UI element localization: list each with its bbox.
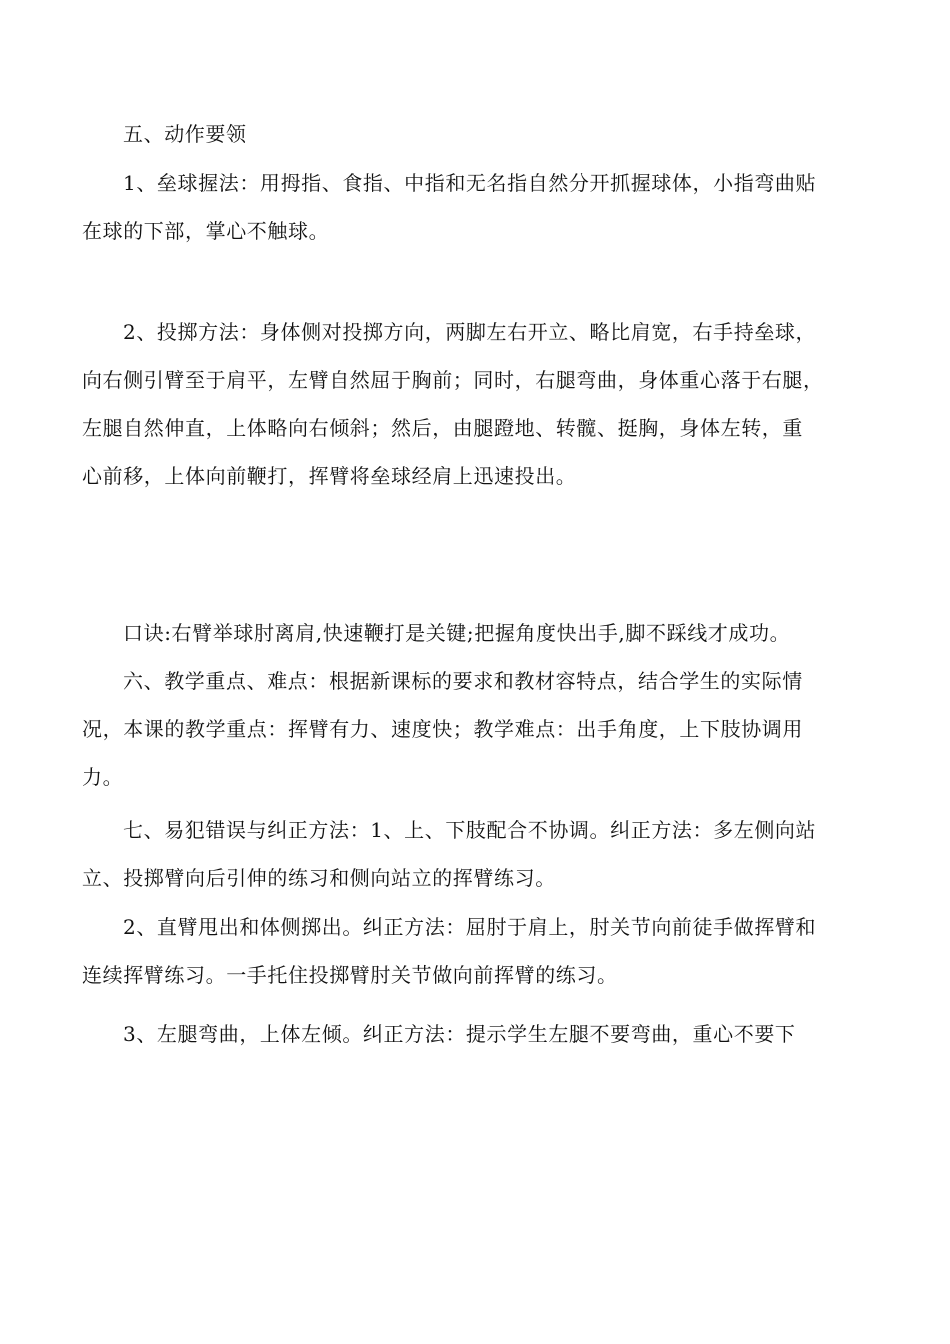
paragraph-mnemonic bbox=[82, 609, 882, 657]
text-line: 心前移，上体向前鞭打，挥臂将垒球经肩上迅速投出。 bbox=[82, 464, 577, 488]
text-line: 六、教学重点、难点：根据新课标的要求和教材容特点，结合学生的实际情 bbox=[123, 669, 803, 693]
text-line: 左腿自然伸直，上体略向右倾斜；然后，由腿蹬地、转髋、挺胸，身体左转，重 bbox=[82, 416, 803, 440]
text-line: 1、垒球握法：用拇指、食指、中指和无名指自然分开抓握球体，小指弯曲贴 bbox=[123, 171, 817, 195]
section-heading-action-essentials bbox=[82, 110, 882, 158]
text-line: 口诀:右臂举球肘离肩,快速鞭打是关键;把握角度快出手,脚不踩线才成功。 bbox=[123, 621, 791, 645]
text-line: 七、易犯错误与纠正方法：1、上、下肢配合不协调。纠正方法：多左侧向站 bbox=[123, 818, 817, 842]
paragraph-teaching-key-points bbox=[82, 657, 882, 801]
paragraph-common-errors-1 bbox=[82, 806, 882, 902]
text-line: 立、投掷臂向后引伸的练习和侧向站立的挥臂练习。 bbox=[82, 866, 556, 890]
text-line: 连续挥臂练习。一手托住投掷臂肘关节做向前挥臂的练习。 bbox=[82, 963, 618, 987]
paragraph-common-errors-2 bbox=[82, 903, 882, 999]
text-line: 况，本课的教学重点：挥臂有力、速度快；教学难点：出手角度，上下肢协调用 bbox=[82, 717, 803, 741]
paragraph-throwing-method bbox=[82, 308, 882, 500]
text-line: 3、左腿弯曲，上体左倾。纠正方法：提示学生左腿不要弯曲，重心不要下 bbox=[123, 1022, 796, 1046]
paragraph-softball-grip bbox=[82, 159, 882, 255]
text-line: 五、动作要领 bbox=[123, 122, 247, 146]
text-line: 2、投掷方法：身体侧对投掷方向，两脚左右开立、略比肩宽，右手持垒球， bbox=[123, 320, 817, 344]
paragraph-common-errors-3 bbox=[82, 1010, 882, 1058]
text-line: 向右侧引臂至于肩平，左臂自然屈于胸前；同时，右腿弯曲，身体重心落于右腿， bbox=[82, 368, 824, 392]
text-line: 在球的下部，掌心不触球。 bbox=[82, 219, 330, 243]
text-line: 力。 bbox=[82, 765, 124, 789]
text-line: 2、直臂甩出和体侧掷出。纠正方法：屈肘于肩上，肘关节向前徒手做挥臂和 bbox=[123, 915, 817, 939]
